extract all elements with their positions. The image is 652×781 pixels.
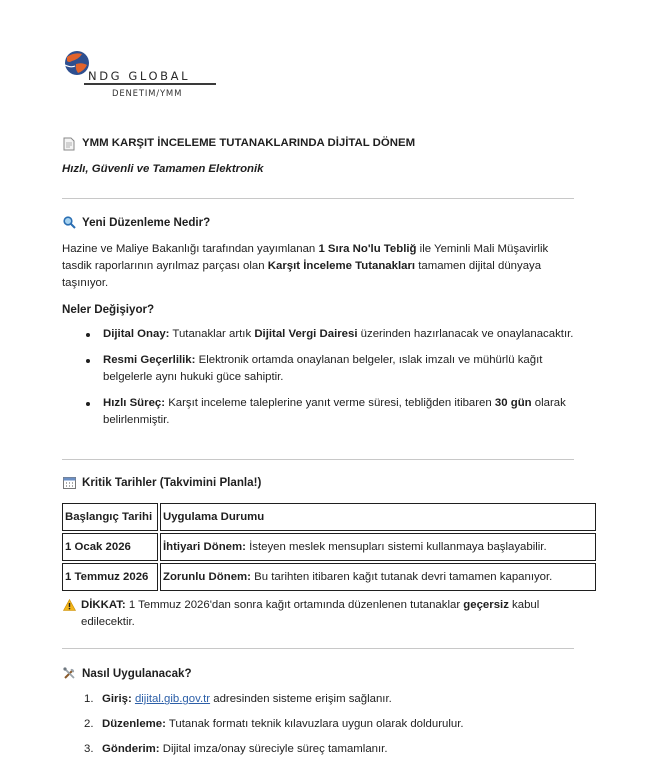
step-text: adresinden sisteme erişim sağlanır. (210, 693, 392, 706)
list-item (84, 716, 574, 733)
warning-note (62, 597, 574, 631)
divider (62, 198, 574, 199)
step-text: Tutanak formatı teknik kılavuzlara uygun olarak doldurulur. (165, 718, 464, 731)
intro-heading: Yeni Düzenleme Nedir? (82, 216, 211, 229)
logo-underline (84, 83, 216, 85)
status-text: Bu tarihten itibaren kağıt tutanak devri tamamen kapanıyor. (250, 570, 553, 583)
divider (62, 459, 574, 460)
dates-heading: Kritik Tarihler (Takvimini Planla!) (82, 476, 262, 489)
howto-section (62, 665, 574, 766)
intro-paragraph (62, 241, 574, 292)
intro-text-2: ile Yeminli Mali Müşavirlik tasdik raporlarının ayrılmaz parçası olan (62, 243, 549, 273)
item-label: Dijital Onay: (103, 327, 170, 340)
item-bold: 30 gün (494, 396, 532, 409)
list-item (86, 352, 574, 386)
intro-text-3: tamamen dijital dünyaya taşınıyor. (62, 260, 542, 290)
table-row (62, 533, 596, 561)
warning-text-1: 1 Temmuz 2026'dan sonra kağıt ortamında düzenlenen tutanaklar (125, 599, 464, 612)
item-text: Elektronik ortamda onaylanan belgeler, ıslak imzalı ve mühürlü kağıt belgelerle aynı hukuki güce sahiptir. (103, 353, 543, 383)
item-bold: Dijital Vergi Dairesi (254, 327, 358, 340)
document-icon (62, 137, 76, 151)
table-cell-status (160, 563, 596, 591)
document-body (62, 135, 574, 178)
step-text: Dijital imza/onay süreciyle süreç tamamlanır. (159, 743, 388, 756)
step-label: Düzenleme: (102, 718, 166, 731)
document-title-row (62, 135, 574, 153)
table-header-row (62, 503, 596, 531)
howto-steps (84, 691, 574, 758)
item-label: Hızlı Süreç: (103, 396, 166, 409)
dates-table (60, 501, 598, 593)
step-label: Giriş: (102, 693, 132, 706)
changes-heading: Neler Değişiyor? (62, 303, 155, 317)
table-cell-status (160, 533, 596, 561)
list-item (86, 395, 574, 429)
howto-heading: Nasıl Uygulanacak? (82, 667, 192, 680)
calendar-icon (62, 476, 76, 490)
intro-text-1: Hazine ve Maliye Bakanlığı tarafından yayımlanan (62, 243, 319, 256)
list-item (84, 741, 574, 758)
warning-label: DİKKAT: (81, 599, 126, 612)
step-number: 3. (84, 743, 94, 756)
document-title: YMM KARŞIT İNCELEME TUTANAKLARINDA DİJİTAL DÖNEM (82, 137, 416, 150)
logo-subtitle: DENETIM/YMM (112, 89, 183, 99)
step-label: Gönderim: (102, 743, 160, 756)
intro-bold-1: 1 Sıra No'lu Tebliğ (318, 243, 417, 256)
table-cell-date: 1 Ocak 2026 (62, 533, 158, 561)
divider (62, 648, 574, 649)
status-text: İsteyen meslek mensupları sistemi kullanmaya başlayabilir. (245, 540, 547, 553)
logo-brand-text: NDG GLOBAL (88, 69, 191, 83)
warning-icon (62, 598, 76, 612)
dates-section (62, 474, 574, 631)
table-header-cell: Başlangıç Tarihi (62, 503, 158, 531)
item-text: üzerinden hazırlanacak ve onaylanacaktır. (357, 327, 574, 340)
status-label: İhtiyari Dönem: (163, 540, 246, 553)
dates-heading-row (62, 474, 574, 491)
intro-bold-2: Karşıt İnceleme Tutanakları (267, 260, 416, 273)
item-text: Tutanaklar artık (169, 327, 255, 340)
table-row (62, 563, 596, 591)
intro-heading-row (62, 214, 574, 231)
list-item (84, 691, 574, 708)
step-number: 1. (84, 693, 94, 706)
gib-portal-link[interactable]: dijital.gib.gov.tr (134, 693, 211, 706)
table-cell-date: 1 Temmuz 2026 (62, 563, 158, 591)
magnifier-icon (62, 216, 76, 230)
list-item (86, 326, 574, 343)
status-label: Zorunlu Dönem: (163, 570, 251, 583)
table-header-cell: Uygulama Durumu (160, 503, 596, 531)
changes-list (86, 326, 574, 429)
howto-heading-row (62, 665, 574, 682)
item-label: Resmi Geçerlilik: (103, 353, 196, 366)
company-logo (62, 48, 222, 100)
document-subtitle: Hızlı, Güvenli ve Tamamen Elektronik (62, 163, 264, 175)
warning-text (81, 597, 574, 631)
warning-text-2: kabul edilecektir. (81, 599, 540, 629)
tools-icon (62, 667, 76, 681)
item-text: Karşıt inceleme taleplerine yanıt verme süresi, tebliğden itibaren (165, 396, 495, 409)
warning-bold: geçersiz (463, 599, 509, 612)
intro-section (62, 214, 574, 438)
item-text: olarak belirlenmiştir. (103, 396, 566, 426)
step-number: 2. (84, 718, 94, 731)
